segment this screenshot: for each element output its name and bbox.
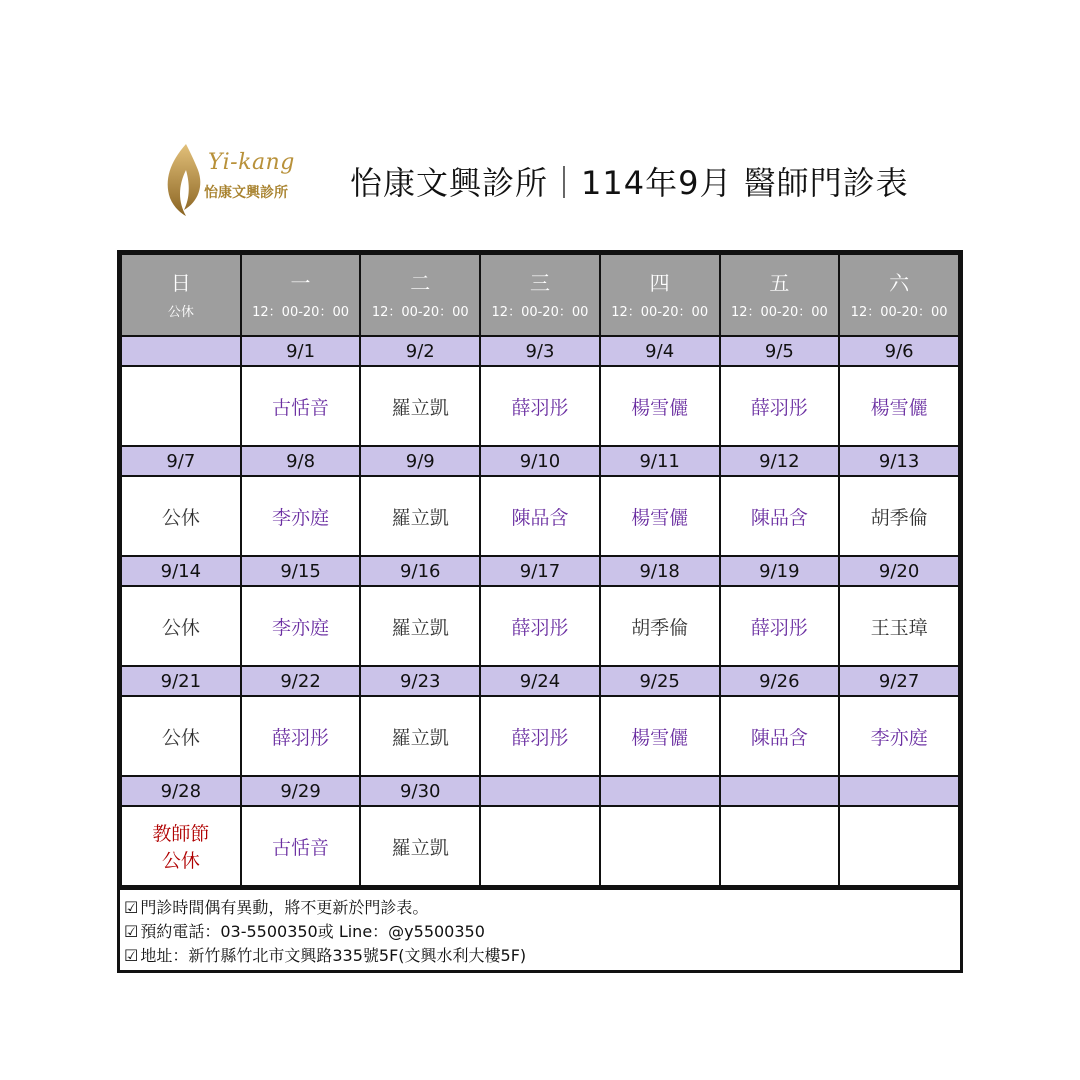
weekday-header-cell: [720, 254, 840, 336]
weekday-label: 四: [649, 270, 670, 295]
weekday-hours: 12：00-20：00: [491, 304, 589, 320]
date-cell: 9/4: [600, 336, 720, 366]
weekday-header-cell: [480, 254, 600, 336]
doctor-name: 教師節: [152, 823, 210, 845]
page-title: 怡康文興診所｜114年9月 醫師門診表: [350, 164, 909, 202]
doctor-cell: [720, 806, 840, 886]
date-cell: 9/16: [360, 556, 480, 586]
notes-section: [120, 887, 960, 970]
doctor-row: [121, 476, 959, 556]
weekday-label: 一: [290, 270, 311, 295]
doctor-cell: [121, 366, 241, 446]
date-row: [121, 556, 959, 586]
doctor-name: 羅立凱: [391, 726, 449, 749]
doctor-cell: [480, 366, 600, 446]
doctor-name: 公休: [161, 616, 200, 639]
date-cell: 9/21: [121, 666, 241, 696]
doctor-cell: [600, 696, 720, 776]
date-cell: 9/12: [720, 446, 840, 476]
date-cell: [839, 776, 959, 806]
date-cell: 9/5: [720, 336, 840, 366]
date-cell: 9/3: [480, 336, 600, 366]
doctor-name: 楊雪儷: [631, 506, 689, 529]
doctor-cell: [720, 586, 840, 666]
doctor-name: 陳品含: [750, 506, 808, 529]
doctor-cell: [241, 696, 361, 776]
doctor-cell: [839, 586, 959, 666]
weekday-label: 六: [889, 270, 910, 295]
date-row: [121, 776, 959, 806]
doctor-name: 薛羽彤: [511, 616, 569, 639]
date-cell: 9/17: [480, 556, 600, 586]
doctor-cell: [600, 806, 720, 886]
weekday-hours: 12：00-20：00: [850, 304, 948, 320]
doctor-cell: [480, 806, 600, 886]
doctor-name: 羅立凱: [391, 836, 449, 859]
doctor-cell: [480, 696, 600, 776]
note-line: [124, 896, 956, 920]
doctor-name: 楊雪儷: [870, 396, 928, 419]
doctor-cell: [121, 586, 241, 666]
doctor-name: 薛羽彤: [750, 616, 808, 639]
date-cell: 9/1: [241, 336, 361, 366]
doctor-row: [121, 696, 959, 776]
doctor-cell: [360, 476, 480, 556]
date-cell: 9/6: [839, 336, 959, 366]
date-row: [121, 336, 959, 366]
date-cell: [600, 776, 720, 806]
flame-logo-icon: [156, 140, 216, 220]
weekday-hours: 公休: [167, 304, 194, 320]
date-cell: 9/8: [241, 446, 361, 476]
doctor-cell: [241, 806, 361, 886]
doctor-name: 薛羽彤: [511, 726, 569, 749]
doctor-name: 楊雪儷: [631, 396, 689, 419]
checkbox-icon: ☑: [124, 946, 139, 965]
weekday-hours: 12：00-20：00: [611, 304, 709, 320]
weekday-header-cell: [600, 254, 720, 336]
doctor-cell: [360, 696, 480, 776]
doctor-cell: [720, 476, 840, 556]
date-cell: 9/24: [480, 666, 600, 696]
doctor-name: 薛羽彤: [272, 726, 330, 749]
date-cell: 9/28: [121, 776, 241, 806]
doctor-name: 薛羽彤: [750, 396, 808, 419]
weekday-label: 二: [410, 270, 431, 295]
date-cell: 9/7: [121, 446, 241, 476]
doctor-name: 楊雪儷: [631, 726, 689, 749]
date-cell: 9/15: [241, 556, 361, 586]
weekday-hours: 12：00-20：00: [371, 304, 469, 320]
doctor-cell: [600, 476, 720, 556]
date-cell: 9/23: [360, 666, 480, 696]
doctor-row: [121, 366, 959, 446]
doctor-cell: [480, 586, 600, 666]
doctor-name: 公休: [161, 506, 200, 529]
date-cell: 9/29: [241, 776, 361, 806]
doctor-row: [121, 806, 959, 886]
date-cell: 9/2: [360, 336, 480, 366]
doctor-cell: [241, 476, 361, 556]
doctor-cell: [600, 586, 720, 666]
weekday-label: 日: [170, 270, 191, 295]
weekday-hours: 12：00-20：00: [730, 304, 828, 320]
clinic-logo: [156, 140, 316, 220]
weekday-header-cell: [360, 254, 480, 336]
date-cell: 9/10: [480, 446, 600, 476]
doctor-name: 胡季倫: [870, 506, 928, 529]
date-cell: 9/22: [241, 666, 361, 696]
doctor-name: 王玉璋: [870, 616, 928, 639]
doctor-name: 陳品含: [750, 726, 808, 749]
note-text: 門診時間偶有異動，將不更新於門診表。: [140, 898, 429, 917]
doctor-cell: [360, 366, 480, 446]
date-cell: 9/19: [720, 556, 840, 586]
doctor-name: 公休: [161, 726, 200, 749]
date-row: [121, 446, 959, 476]
doctor-name: 陳品含: [511, 506, 569, 529]
checkbox-icon: ☑: [124, 898, 139, 917]
doctor-name: 胡季倫: [631, 616, 689, 639]
doctor-name: 羅立凱: [391, 616, 449, 639]
weekday-header-cell: [121, 254, 241, 336]
doctor-cell: [720, 696, 840, 776]
doctor-cell: [241, 586, 361, 666]
date-cell: 9/27: [839, 666, 959, 696]
weekday-label: 三: [529, 270, 550, 295]
weekday-header-cell: [839, 254, 959, 336]
doctor-name: 薛羽彤: [511, 396, 569, 419]
note-text: 地址：新竹縣竹北市文興路335號5F(文興水利大樓5F): [140, 946, 527, 965]
checkbox-icon: ☑: [124, 922, 139, 941]
doctor-name: 古恬音: [272, 396, 330, 419]
doctor-cell: [600, 366, 720, 446]
note-line: [124, 920, 956, 944]
date-cell: 9/26: [720, 666, 840, 696]
doctor-name: 羅立凱: [391, 506, 449, 529]
date-cell: 9/14: [121, 556, 241, 586]
doctor-cell: [839, 806, 959, 886]
doctor-name: 古恬音: [272, 836, 330, 859]
date-row: [121, 666, 959, 696]
weekday-label: 五: [769, 270, 790, 295]
date-cell: [480, 776, 600, 806]
weekday-header-cell: [241, 254, 361, 336]
doctor-cell: [241, 366, 361, 446]
date-cell: [121, 336, 241, 366]
doctor-cell: [121, 696, 241, 776]
doctor-name: 公休: [161, 850, 200, 872]
doctor-cell: [839, 696, 959, 776]
doctor-cell: [720, 366, 840, 446]
doctor-name: 羅立凱: [391, 396, 449, 419]
date-cell: 9/13: [839, 446, 959, 476]
doctor-cell: [121, 476, 241, 556]
date-cell: 9/20: [839, 556, 959, 586]
date-cell: 9/18: [600, 556, 720, 586]
doctor-cell: [839, 366, 959, 446]
logo-script-text: Yi-kang: [208, 150, 295, 175]
date-cell: 9/30: [360, 776, 480, 806]
doctor-name: 李亦庭: [272, 616, 330, 639]
doctor-name: 李亦庭: [272, 506, 330, 529]
doctor-cell: [839, 476, 959, 556]
weekday-header-row: [121, 254, 959, 336]
note-text: 預約電話：03-5500350或 Line：@y5500350: [140, 922, 485, 941]
date-cell: 9/25: [600, 666, 720, 696]
date-cell: 9/9: [360, 446, 480, 476]
doctor-cell: [360, 806, 480, 886]
date-cell: 9/11: [600, 446, 720, 476]
note-line: [124, 944, 956, 968]
doctor-cell: [121, 806, 241, 886]
doctor-cell: [360, 586, 480, 666]
doctor-cell: [480, 476, 600, 556]
date-cell: [720, 776, 840, 806]
doctor-name: 李亦庭: [870, 726, 928, 749]
weekday-hours: 12：00-20：00: [252, 304, 349, 320]
logo-chinese-text: 怡康文興診所: [204, 185, 288, 201]
schedule-table: [117, 250, 963, 973]
doctor-row: [121, 586, 959, 666]
